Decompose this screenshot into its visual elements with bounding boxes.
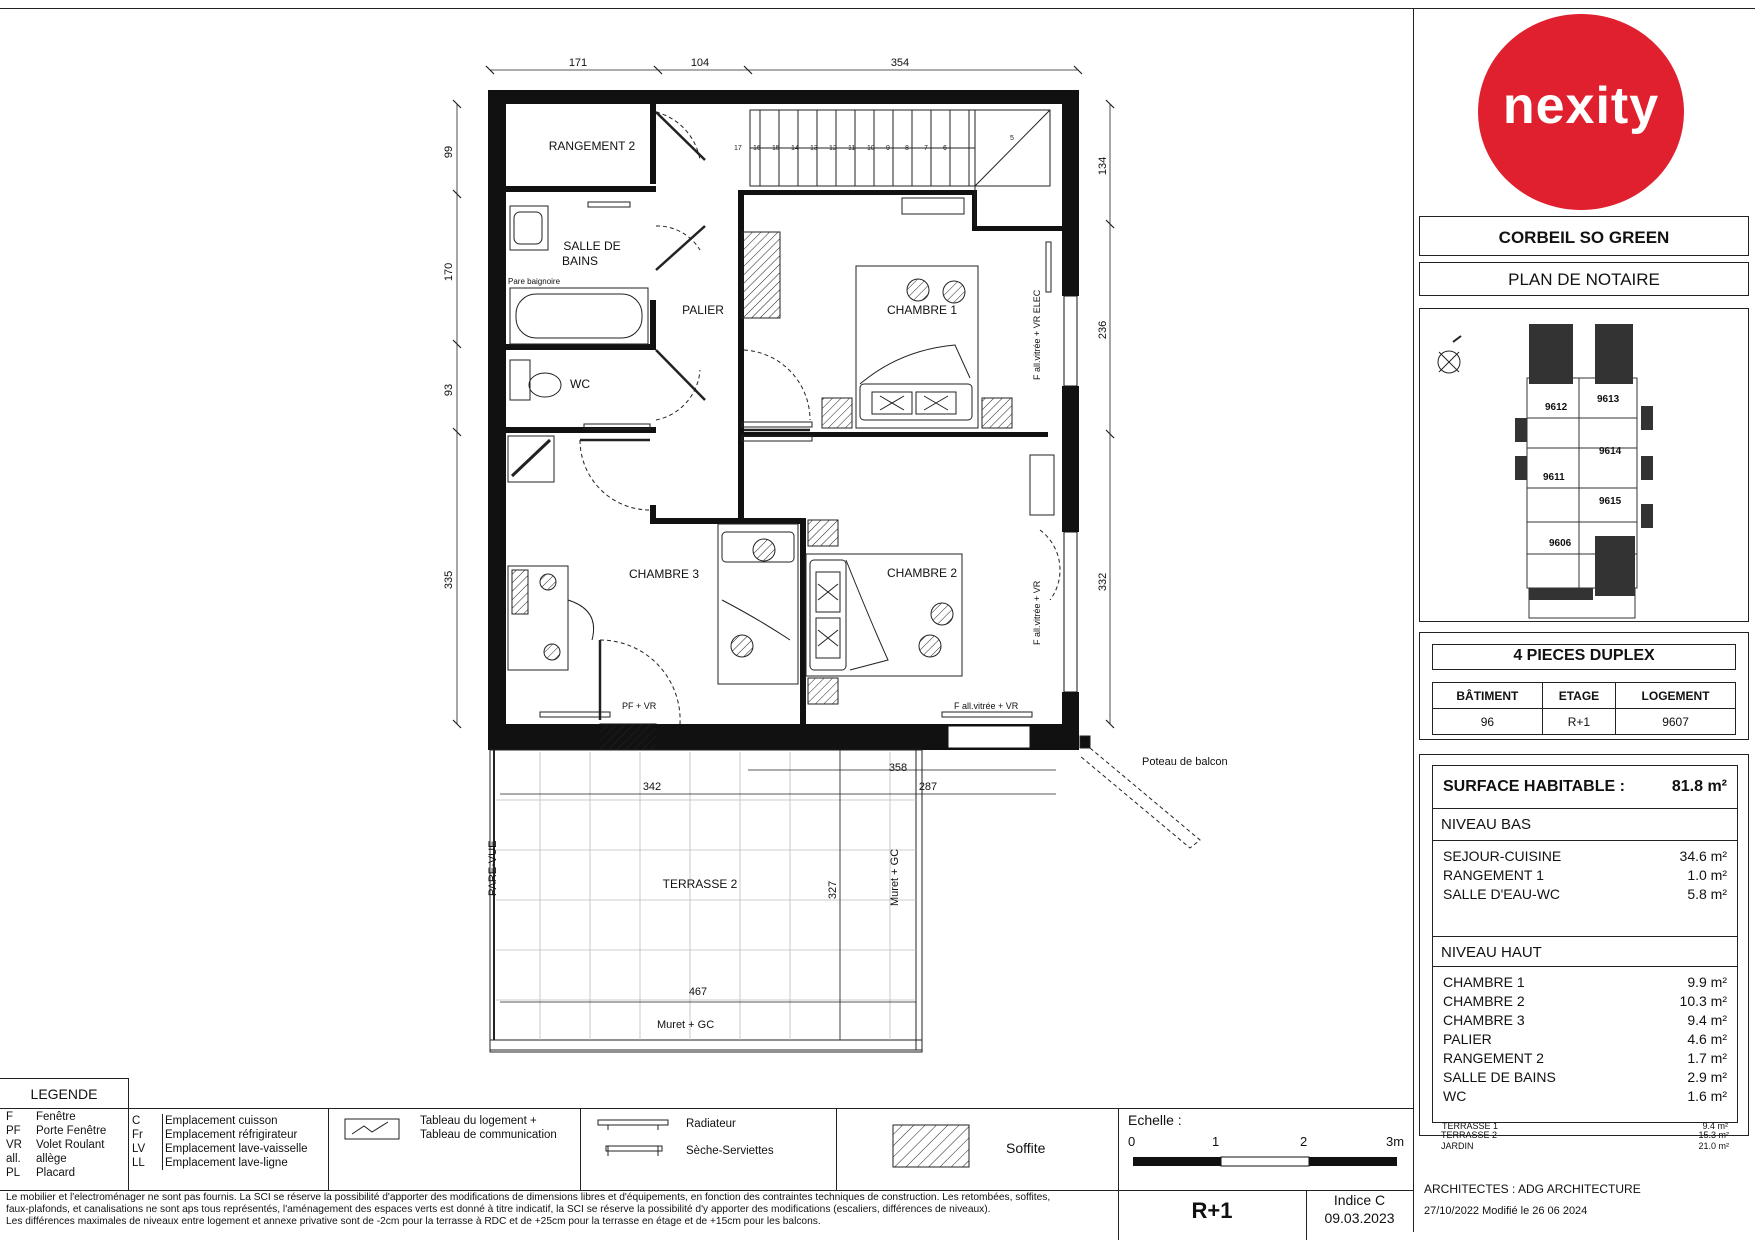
haut-room-name: CHAMBRE 3 — [1443, 1012, 1525, 1028]
title-block-divider — [1413, 8, 1414, 1232]
plan-type: PLAN DE NOTAIRE — [1508, 270, 1660, 289]
chairs — [540, 279, 965, 660]
haut-room-name: SALLE DE BAINS — [1443, 1069, 1556, 1085]
stair-step-number: 6 — [943, 145, 947, 152]
room-label-palier: PALIER — [682, 303, 724, 317]
dim-terrace-467: 467 — [688, 986, 708, 998]
stair-step-number: 10 — [867, 145, 875, 152]
dim-right-1: 134 — [1097, 156, 1109, 176]
surface-total: 81.8 m² — [1671, 778, 1727, 795]
legend-abbr-texts-1: Fenêtre Porte Fenêtre Volet Roulant allège Placard — [36, 1111, 107, 1179]
room-label-sdb-line1: SALLE DE — [563, 239, 621, 253]
annexe-area: 21.0 m² — [1698, 1141, 1729, 1151]
stair-step-number: 17 — [734, 145, 742, 152]
dim-top-3: 354 — [890, 57, 910, 69]
legend-soffite: Soffite — [1006, 1140, 1046, 1156]
dim-top-2: 104 — [690, 57, 710, 69]
room-label-chambre1: CHAMBRE 1 — [886, 303, 958, 317]
key-unit-9612: 9612 — [1545, 402, 1568, 413]
dim-left-4: 335 — [443, 570, 455, 590]
note-f-all-vr: F all.vitrée + VR — [954, 701, 1019, 711]
bas-room-name: SEJOUR-CUISINE — [1443, 848, 1562, 864]
stair-step-number: 12 — [829, 145, 837, 152]
dim-left-1: 99 — [443, 145, 455, 159]
note-muret-gc-vertical: Muret + GC — [889, 848, 901, 906]
indice: Indice C — [1333, 1192, 1386, 1208]
dim-terrace-358: 358 — [888, 762, 908, 774]
door-leaves — [580, 112, 810, 720]
stair-step-number: 8 — [905, 145, 909, 152]
bas-room-area: 34.6 m² — [1679, 848, 1727, 864]
stair-step-number: 16 — [753, 145, 761, 152]
legend-radiateur: Radiateur — [686, 1118, 736, 1130]
stair-step-number: 5 — [1010, 135, 1014, 142]
note-pare-vue: PARE-VUE — [487, 840, 499, 896]
dim-terrace-327: 327 — [827, 880, 839, 900]
legend-title: LEGENDE — [30, 1086, 98, 1102]
room-label-chambre3: CHAMBRE 3 — [628, 567, 700, 581]
haut-room-name: CHAMBRE 1 — [1443, 974, 1525, 990]
soffite-icon — [892, 1124, 970, 1168]
haut-room-area: 9.4 m² — [1687, 1012, 1727, 1028]
haut-room-name: PALIER — [1443, 1031, 1492, 1047]
legend-abbr-codes-1: F PF VR all. PL — [6, 1111, 22, 1179]
annexe-name: TERRASSE 2 — [1441, 1130, 1498, 1140]
disclaimer: Le mobilier et l'electroménager ne sont pas fournis. La SCI se réserve la possibilité d'apporter des modifications de dimensions libres et d'équipements, en fonction des contraintes techniques de construction. Les retombées, soffites, faux-plafonds, et canalisations ne sont aps tous représentés, l'aménagement des espaces verts est donné à titre indicatif, la SCI se réserve la possibilité d'y apporter des modifications (escaliers, différences de niveaux). Les différences maximales de niveaux entre logement et annexe privative sont de -2cm pour la terrasse à RDC et de +25cm pour la terrasse en étage et de +15cm pour les balcons. — [6, 1192, 1051, 1227]
key-unit-9606: 9606 — [1549, 538, 1572, 549]
note-poteau: Poteau de balcon — [1142, 756, 1228, 768]
surface-box — [1419, 754, 1749, 1136]
legend-abbr-texts-2: Emplacement cuisson Emplacement réfrigirateur Emplacement lave-vaisselle Emplacement lave-ligne — [162, 1114, 308, 1170]
annexe-area: 9.4 m² — [1702, 1121, 1728, 1131]
niveau-bas-title: NIVEAU BAS — [1441, 816, 1532, 833]
stair-step-number: 15 — [772, 145, 780, 152]
unit-header-etage: ETAGE — [1542, 683, 1615, 709]
bas-room-area: 1.0 m² — [1687, 867, 1727, 883]
stair-step-number: 9 — [886, 145, 890, 152]
tableau-icon — [344, 1118, 400, 1142]
bas-room-name: SALLE D'EAU-WC — [1443, 886, 1561, 902]
dimension-lines — [457, 70, 1110, 1040]
room-label-wc: WC — [570, 377, 590, 391]
legend-abbr-codes-2: C Fr LV LL — [132, 1115, 146, 1169]
room-label-sdb-line2: BAINS — [561, 254, 599, 268]
haut-room-name: CHAMBRE 2 — [1443, 993, 1525, 1009]
bas-room-area: 5.8 m² — [1687, 886, 1727, 902]
annexe-name: JARDIN — [1441, 1141, 1474, 1151]
furniture — [508, 198, 1054, 717]
dim-right-3: 332 — [1097, 572, 1109, 592]
level-label: R+1 — [1191, 1198, 1233, 1223]
radiator-icons — [596, 1116, 670, 1160]
dim-left-3: 93 — [443, 383, 455, 397]
project-name: CORBEIL SO GREEN — [1498, 228, 1670, 247]
dimension-ticks — [453, 66, 1114, 728]
note-f-vr-elec: F all.vitrée + VR ELEC — [1032, 289, 1042, 380]
indice-date: 09.03.2023 — [1324, 1210, 1395, 1226]
haut-room-area: 1.7 m² — [1687, 1050, 1727, 1066]
staircase — [750, 110, 1050, 226]
annexe-name: TERRASSE 1 — [1442, 1121, 1499, 1131]
unit-type: 4 PIECES DUPLEX — [1513, 647, 1655, 664]
nexity-logo-text: nexity — [1502, 77, 1660, 135]
haut-room-area: 9.9 m² — [1687, 974, 1727, 990]
dim-left-2: 170 — [443, 262, 455, 282]
unit-value-logement: 9607 — [1616, 709, 1736, 735]
note-pf-vr: PF + VR — [622, 701, 657, 711]
haut-room-area: 4.6 m² — [1687, 1031, 1727, 1047]
legend-seche: Sèche-Serviettes — [686, 1145, 774, 1157]
legend-tableau: Tableau du logement + Tableau de communication — [420, 1115, 557, 1141]
note-f-all-vr-vertical: F all.vitrée + VR — [1032, 580, 1042, 645]
scale-label: Echelle : — [1128, 1112, 1182, 1128]
key-unit-9611: 9611 — [1543, 472, 1565, 483]
niveau-haut-title: NIVEAU HAUT — [1441, 944, 1542, 961]
haut-room-area: 1.6 m² — [1687, 1088, 1727, 1104]
stair-step-number: 14 — [791, 145, 799, 152]
stair-step-number: 11 — [848, 145, 856, 152]
terrace-2 — [490, 736, 1200, 1052]
unit-header-logement: LOGEMENT — [1616, 683, 1736, 709]
bas-room-name: RANGEMENT 1 — [1443, 867, 1544, 883]
key-unit-9615: 9615 — [1599, 496, 1622, 507]
room-label-rangement2: RANGEMENT 2 — [548, 139, 636, 153]
room-label-chambre2: CHAMBRE 2 — [886, 566, 958, 580]
note-muret-gc: Muret + GC — [657, 1019, 715, 1031]
pare-baignoire-label: Pare baignoire — [508, 277, 561, 286]
surface-label: SURFACE HABITABLE : — [1443, 778, 1625, 795]
haut-room-name: RANGEMENT 2 — [1443, 1050, 1544, 1066]
interior-walls — [506, 104, 1064, 724]
haut-room-area: 2.9 m² — [1687, 1069, 1727, 1085]
unit-value-etage: R+1 — [1542, 709, 1615, 735]
dim-terrace-287: 287 — [918, 781, 938, 793]
dim-terrace-width: 342 — [642, 781, 662, 793]
unit-header-batiment: BÂTIMENT — [1433, 683, 1543, 709]
haut-room-name: WC — [1443, 1088, 1467, 1104]
dim-right-2: 236 — [1097, 320, 1109, 340]
architects: ARCHITECTES : ADG ARCHITECTURE — [1424, 1182, 1641, 1196]
stair-step-number: 13 — [810, 145, 818, 152]
haut-room-area: 10.3 m² — [1679, 993, 1727, 1009]
scale-bar — [1132, 1156, 1408, 1168]
unit-table — [1432, 682, 1736, 735]
stair-step-number: 7 — [924, 145, 928, 152]
room-label-terrasse2: TERRASSE 2 — [662, 877, 738, 891]
unit-value-batiment: 96 — [1433, 709, 1543, 735]
key-plan — [1419, 308, 1749, 622]
annexe-area: 15.3 m² — [1698, 1130, 1729, 1140]
key-unit-9614: 9614 — [1599, 446, 1622, 457]
key-unit-9613: 9613 — [1597, 394, 1620, 405]
dim-top-1: 171 — [568, 57, 588, 69]
plan-dates: 27/10/2022 Modifié le 26 06 2024 — [1424, 1205, 1588, 1217]
